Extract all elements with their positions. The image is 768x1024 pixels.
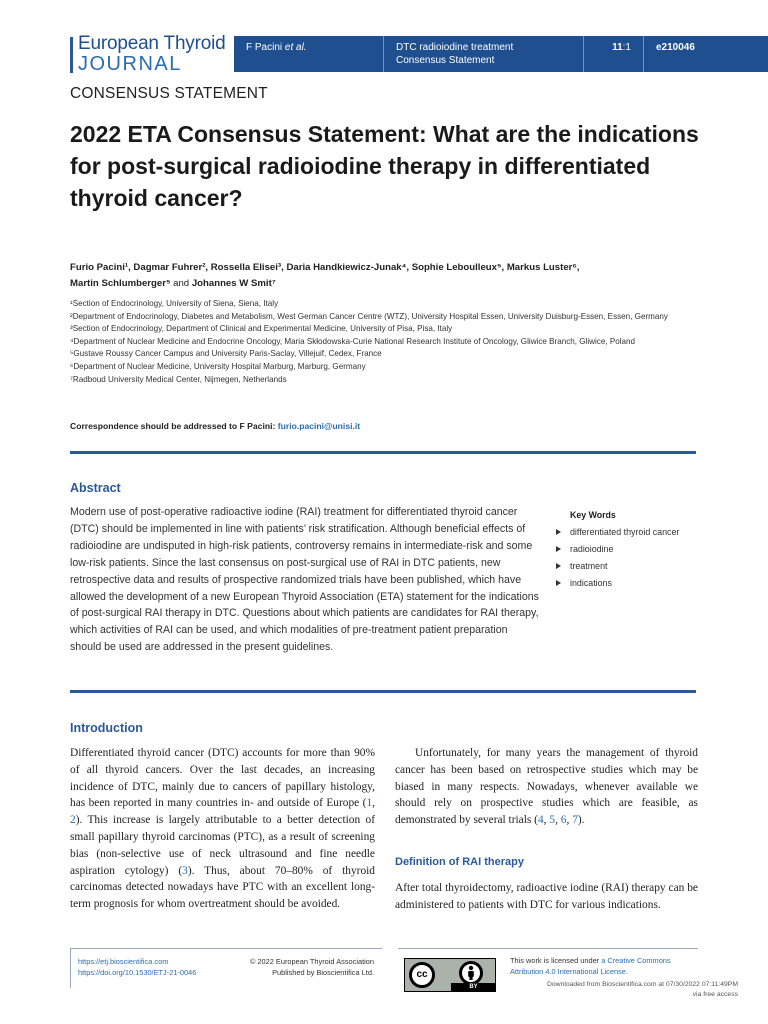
author-smit: Johannes W Smit⁷	[191, 278, 276, 289]
keyword-item[interactable]	[556, 543, 696, 556]
text-run: ,	[555, 814, 561, 827]
license-link[interactable]: a Creative Commons Attribution 4.0 International License.	[510, 956, 671, 976]
keyword-label: radioiodine	[570, 544, 614, 554]
keyword-label: indications	[570, 578, 612, 588]
text-run: ). This increase is largely attributable to a better detection of small papillary thyroid carcinomas (PTC), as a result of screening bias (non-selective use of neck ultrasound and fine needle aspiration cytology) (	[70, 814, 375, 877]
keyword-label: treatment	[570, 561, 608, 571]
journal-logo[interactable]	[78, 34, 226, 74]
intro-paragraph-1	[70, 745, 375, 913]
running-author	[234, 36, 384, 72]
running-topic-line-1: DTC radioiodine treatment	[396, 42, 514, 53]
citation-link[interactable]: 3	[182, 864, 188, 877]
text-run: Unfortunately, for many years the management of thyroid cancer has been based on retrospective studies which may be biased in many respects. Nowadays, whenever available we should rely on prospective studies which are feasible, as demonstrated by several trials (	[395, 747, 698, 827]
running-author-name: F Pacini	[246, 42, 285, 53]
logo-line-2: JOURNAL	[78, 53, 182, 75]
citation-link[interactable]: 4	[537, 814, 544, 827]
section-divider-top	[70, 451, 696, 454]
download-note	[524, 980, 738, 1000]
text-run: This work is licensed under	[510, 956, 602, 965]
text-run: ,	[372, 797, 375, 810]
authors-line-2	[70, 276, 680, 292]
cc-icon: cc	[409, 962, 435, 988]
abstract-heading: Abstract	[70, 481, 121, 495]
affiliation-item: ¹Section of Endocrinology, University of Siena, Siena, Italy	[70, 299, 279, 308]
keyword-item[interactable]	[556, 526, 696, 539]
volume-number: 11	[612, 42, 623, 53]
introduction-heading: Introduction	[70, 721, 143, 735]
copyright-text: © 2022 European Thyroid Association	[249, 957, 374, 966]
article-type: CONSENSUS STATEMENT	[70, 85, 268, 102]
logo-accent-bar	[70, 37, 73, 73]
license-text	[510, 956, 700, 977]
citation-link[interactable]: 7	[572, 814, 578, 827]
keyword-label: differentiated thyroid cancer	[570, 527, 680, 537]
triangle-bullet-icon	[556, 546, 561, 552]
affiliation-item: ²Department of Endocrinology, Diabetes and Metabolism, West German Cancer Centre (WTZ), University Hospital Essen, University Duisburg-Essen, Essen, Germany	[70, 311, 668, 321]
authors-and: and	[170, 278, 192, 289]
download-timestamp: Downloaded from Bioscientifica.com at 07/30/2022 07:11:49PM	[546, 981, 738, 988]
article-title: 2022 ETA Consensus Statement: What are the indications for post-surgical radioiodine therapy in differentiated thyroid cancer?	[70, 121, 699, 211]
running-topic-line-2: Consensus Statement	[396, 55, 495, 66]
text-run: Differentiated thyroid cancer (DTC) accounts for more than 90% of all thyroid cancers. Over the last decades, an increasing incidence of DTC, mainly due to cancers of papillary histology, has been reported in many countries in- and outside of Europe (	[70, 747, 375, 810]
affiliation-item: ⁵Gustave Roussy Cancer Campus and University Paris-Saclay, Villejuif, Cedex, France	[70, 349, 382, 359]
citation-link[interactable]: 5	[549, 814, 556, 827]
publisher-text: Published by Bioscientifica Ltd.	[272, 967, 374, 977]
correspondence	[70, 421, 360, 431]
correspondence-label: Correspondence should be addressed to F Pacini:	[70, 421, 278, 431]
text-run: ).	[577, 814, 585, 827]
definition-paragraph: After total thyroidectomy, radioactive iodine (RAI) therapy can be administered to patients with DTC for various indications.	[395, 882, 698, 911]
triangle-bullet-icon	[556, 563, 561, 569]
text-run: ,	[543, 814, 550, 827]
article-eid: e210046	[644, 36, 768, 72]
by-label: BY	[451, 983, 496, 991]
volume-issue	[584, 36, 644, 72]
text-run: ). Thus, about 70–80% of thyroid carcinomas detected nowadays have PTC with an excellent long-term prognosis for whom overtreatment should be avoided.	[70, 864, 375, 911]
text-run: ,	[566, 814, 573, 827]
citation-link[interactable]: 1	[366, 797, 373, 810]
section-divider-bottom	[70, 690, 696, 693]
doi-link[interactable]: https://doi.org/10.1530/ETJ-21-0046	[78, 967, 197, 977]
footer-publisher	[222, 957, 374, 978]
person-icon	[462, 964, 480, 982]
attribution-person-icon	[459, 961, 483, 985]
author-list	[70, 260, 680, 292]
affiliation-item: ⁷Radboud University Medical Center, Nijmegen, Netherlands	[70, 374, 287, 384]
citation-link[interactable]: 6	[560, 814, 567, 827]
abstract-text: Modern use of post-operative radioactive iodine (RAI) treatment for differentiated thyroid cancer (DTC) should be implemented in line with patients’ risk stratification. Although beneficial effects of radioiodine are undisputed in high-risk patients, controversy remains in intermediate-risk and some low-risk patients. Since the last consensus on post-surgical use of RAI in DTC patients, new retrospective data and results of prospective randomized trials have been published, which have allowed the development of a new European Thyroid Association (ETA) statement for the indications of post-surgical RAI therapy in DTC. Questions about which patients are candidates for RAI therapy, which activities of RAI can be used, and which modalities of pre-treatment patient preparation should be used are addressed in the present guidelines.	[70, 506, 539, 654]
footer-links	[78, 957, 196, 978]
logo-line-1: European Thyroid	[78, 33, 226, 54]
issue-number: :1	[622, 42, 631, 53]
affiliation-item: ⁶Department of Nuclear Medicine, University Hospital Marburg, Marburg, Germany	[70, 361, 366, 371]
keyword-item[interactable]	[556, 577, 696, 590]
access-note: via free access	[692, 991, 738, 998]
keyword-item[interactable]	[556, 560, 696, 573]
affiliation-item: ⁴Department of Nuclear Medicine and Endocrine Oncology, Maria Skłodowska-Curie National Research Institute of Oncology, Gliwice Branch, Gliwice, Poland	[70, 336, 636, 346]
keywords-box	[556, 510, 696, 594]
affiliations	[70, 298, 685, 386]
running-author-etal: et al.	[284, 42, 307, 53]
running-topic	[384, 36, 584, 72]
journal-url-link[interactable]: https://etj.bioscientifica.com	[78, 957, 169, 966]
citation-link[interactable]: 2	[70, 814, 76, 827]
definition-heading: Definition of RAI therapy	[395, 856, 524, 868]
running-header	[234, 36, 768, 72]
intro-paragraph-2	[395, 745, 698, 829]
authors-line-1: Furio Pacini¹, Dagmar Fuhrer², Rossella Elisei³, Daria Handkiewicz-Junak⁴, Sophie Leboulleux⁵, Markus Luster⁶,	[70, 262, 580, 273]
cc-by-license-icon[interactable]	[404, 958, 496, 992]
correspondence-email-link[interactable]: furio.pacini@unisi.it	[277, 421, 361, 431]
affiliation-item: ³Section of Endocrinology, Department of Clinical and Experimental Medicine, University of Pisa, Pisa, Italy	[70, 324, 453, 334]
keywords-heading: Key Words	[570, 510, 616, 520]
author-schlumberger: Martin Schlumberger⁵	[70, 278, 171, 289]
triangle-bullet-icon	[556, 580, 561, 586]
triangle-bullet-icon	[556, 529, 561, 535]
